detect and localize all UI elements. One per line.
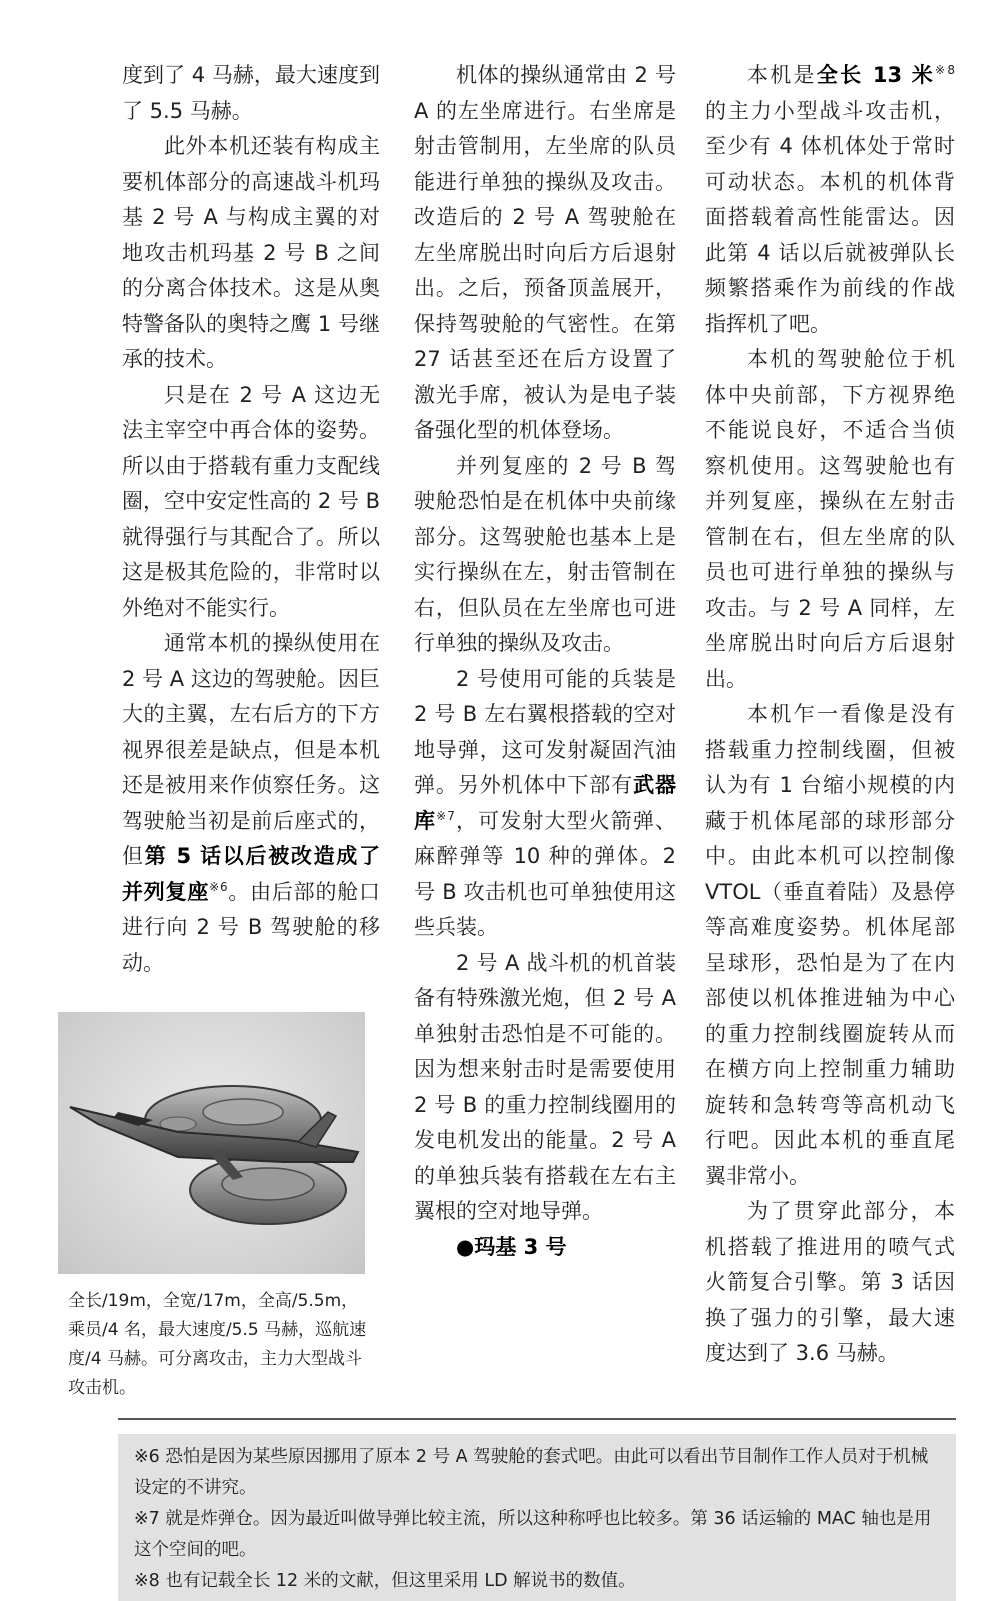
footnote: ※7 就是炸弹仓。因为最近叫做导弹比较主流，所以这种称呼也比较多。第 36 话运输的 MAC 轴也是用这个空间的吧。 [134, 1509, 932, 1560]
paragraph [705, 58, 955, 342]
paragraph [414, 662, 676, 946]
bold-text: 武器库 [414, 773, 677, 833]
section-heading: ●玛基 3 号 [456, 1234, 567, 1259]
paragraph: 本机的驾驶舱位于机体中央前部，下方视界绝不能说良好，不适合当侦察机使用。这驾驶舱也有并列复座，操纵在左射击管制在右，但左坐席的队员也可进行单独的操纵与攻击。与 2 号 A 同样，左坐席脱出时向后方后退射出。 [705, 347, 955, 691]
divider [118, 1418, 956, 1420]
text-run: 通常本机的操纵使用在 2 号 A 这边的驾驶舱。因巨大的主翼，左右后方的下方视界很差是缺点，但是本机还是被用来作侦察任务。这驾驶舱当初是前后座式的，但 [122, 631, 380, 868]
footnote-ref: ※6 [209, 879, 228, 894]
text-run: 2 号使用可能的兵装是 2 号 B 左右翼根搭载的空对地导弹，这可发射凝固汽油弹。另外机体中下部有 [414, 666, 676, 797]
paragraph: 为了贯穿此部分，本机搭载了推进用的喷气式火箭复合引擎。第 3 话因换了强力的引擎，最大速度达到了 3.6 马赫。 [705, 1199, 955, 1365]
paragraph: 并列复座的 2 号 B 驾驶舱恐怕是在机体中央前缘部分。这驾驶舱也基本上是实行操纵在左，射击管制在右，但队员在左坐席也可进行单独的操纵及攻击。 [414, 453, 676, 655]
paragraph: 机体的操纵通常由 2 号 A 的左坐席进行。右坐席是射击管制用，左坐席的队员能进行单独的操纵及攻击。改造后的 2 号 A 驾驶舱在左坐席脱出时向后方后退射出。之后，预备顶盖展开，保持驾驶舱的气密性。在第 27 话甚至还在后方设置了激光手席，被认为是电子装备强化型的机体登场。 [414, 63, 676, 442]
photo-caption: 全长/19m，全宽/17m，全高/5.5m，乘员/4 名，最大速度/5.5 马赫，巡航速度/4 马赫。可分离攻击，主力大型战斗攻击机。 [68, 1291, 367, 1398]
footnote: ※6 恐怕是因为某些原因挪用了原本 2 号 A 驾驶舱的套式吧。由此可以看出节目制作工作人员对于机械设定的不讲究。 [134, 1447, 929, 1498]
footnotes-box [118, 1434, 956, 1601]
column-1 [122, 58, 380, 981]
text-run: 本机是 [747, 63, 817, 87]
column-2 [414, 58, 676, 1265]
paragraph: 此外本机还装有构成主要机体部分的高速战斗机玛基 2 号 A 与构成主翼的对地攻击机玛基 2 号 B 之间的分离合体技术。这是从奥特警备队的奥特之鹰 1 号继承的技术。 [122, 134, 380, 371]
footnote: ※8 也有记载全长 12 米的文献，但这里采用 LD 解说书的数值。 [134, 1571, 636, 1591]
bold-text: 全长 13 米 [816, 63, 936, 87]
footnote-ref: ※7 [436, 808, 455, 823]
text-run: ，可发射大型火箭弹、麻醉弹等 10 种的弹体。2 号 B 攻击机也可单独使用这些兵装。 [414, 808, 677, 939]
paragraph: 只是在 2 号 A 这边无法主宰空中再合体的姿势。所以由于搭载有重力支配线圈，空中安定性高的 2 号 B 就得强行与其配合了。所以这是极其危险的，非常时以外绝对不能实行。 [122, 382, 380, 620]
bold-text: 第 5 话以后被改造成了并列复座 [122, 844, 381, 904]
footnote-ref: ※8 [935, 63, 955, 77]
paragraph: 2 号 A 战斗机的机首装备有特殊激光炮，但 2 号 A 单独射击恐怕是不可能的。因为想来射击时是需要使用 2 号 B 的重力控制线圈用的发电机发出的能量。2 号 A 的单独兵装有搭载在左右主翼根的空对地导弹。 [414, 950, 676, 1223]
paragraph: 度到了 4 马赫，最大速度到了 5.5 马赫。 [122, 63, 380, 123]
aircraft-photo [58, 1012, 365, 1274]
paragraph: 本机乍一看像是没有搭载重力控制线圈，但被认为有 1 台缩小规模的内藏于机体尾部的球形部分中。由此本机可以控制像 VTOL（垂直着陆）及悬停等高难度姿势。机体尾部呈球形，恐怕是为了在内部使以机体推进轴为中心的重力控制线圈旋转从而在横方向上控制重力辅助旋转和急转弯等高机动飞行吧。因此本机的垂直尾翼非常小。 [705, 702, 955, 1188]
column-3 [705, 58, 955, 1372]
text-run: 的主力小型战斗攻击机，至少有 4 体机体处于常时可动状态。本机的机体背面搭载着高性能雷达。因此第 4 话以后就被弹队长频繁搭乘作为前线的作战指挥机了吧。 [705, 98, 955, 336]
text-run: 。由后部的舱口进行向 2 号 B 驾驶舱的移动。 [122, 879, 381, 975]
aircraft-illustration [58, 1012, 365, 1274]
paragraph [122, 626, 380, 981]
